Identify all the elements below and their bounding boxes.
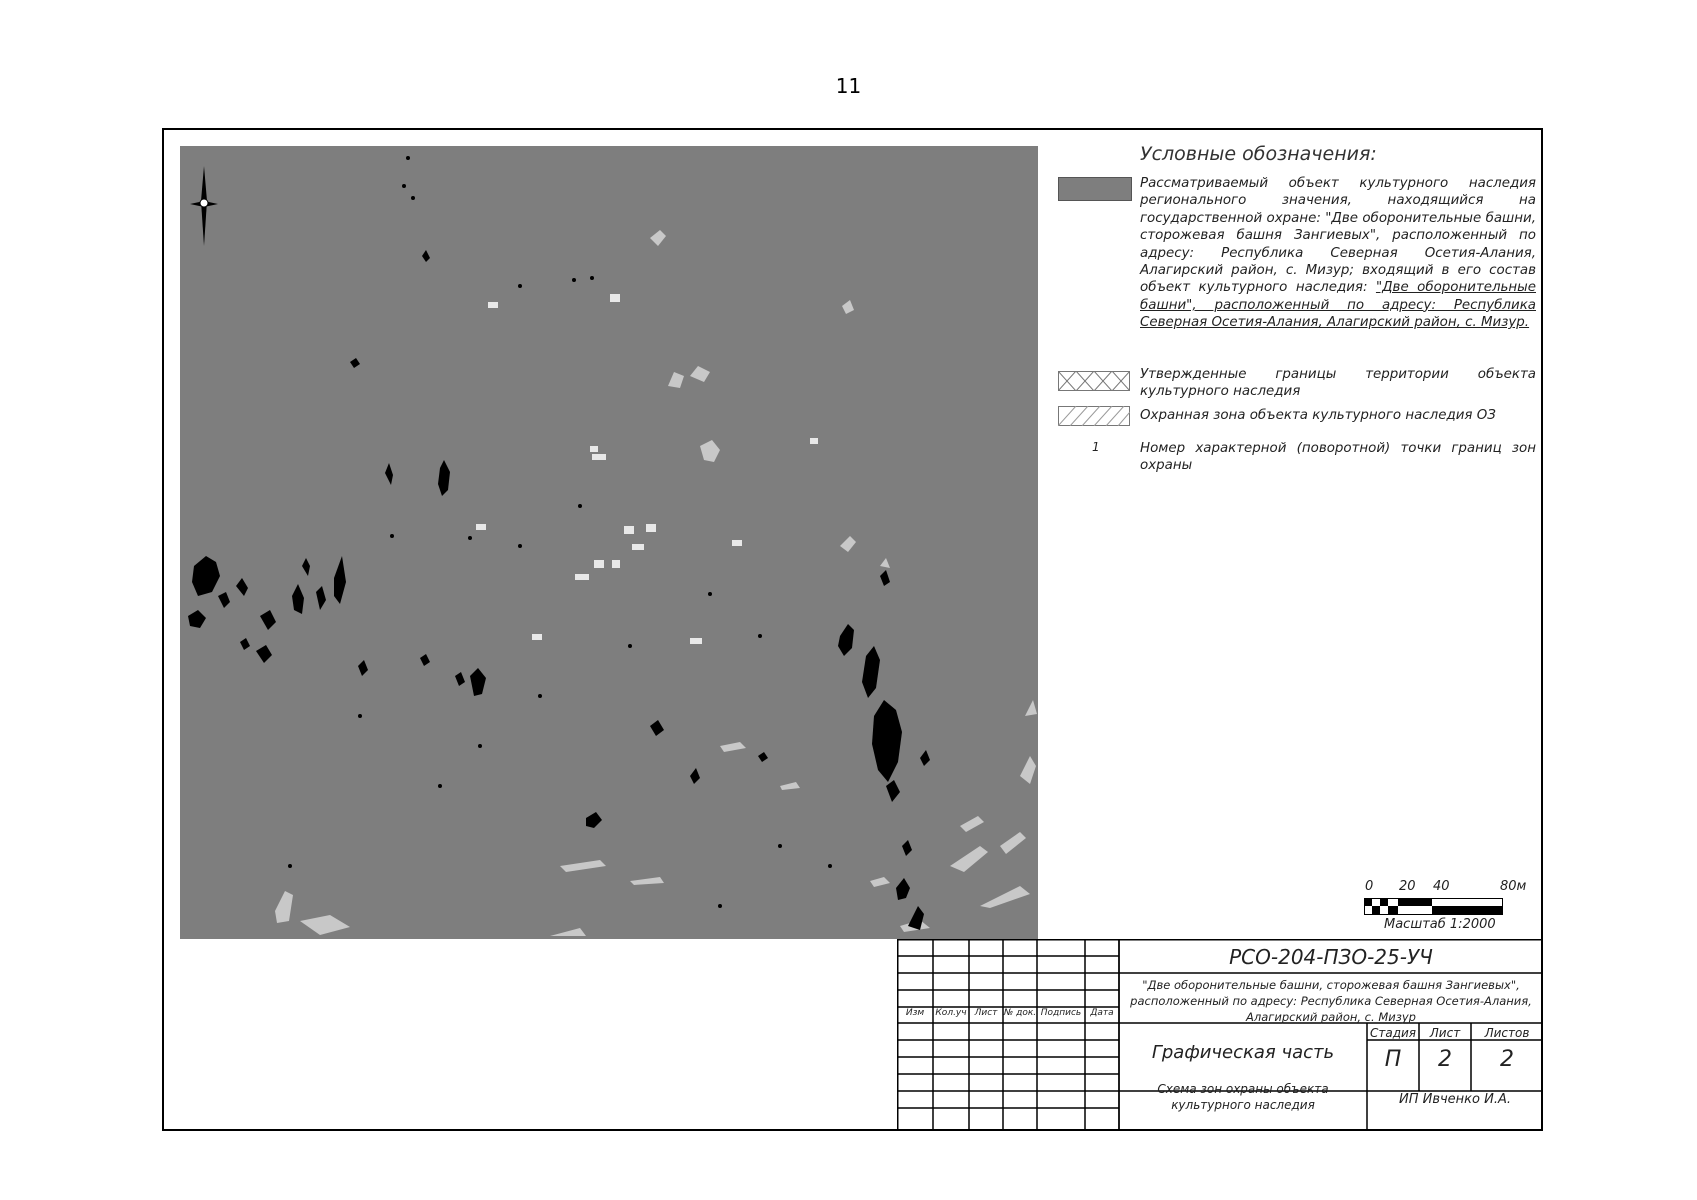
- light-terrain-patches: [275, 230, 1037, 936]
- legend-swatch-crosshatch: [1058, 371, 1130, 391]
- scale-tick-20: 20: [1399, 879, 1416, 894]
- map-area[interactable]: [180, 146, 1038, 939]
- tb-header-koluch: Кол.уч: [935, 1008, 967, 1018]
- legend-object-line-1: Рассматриваемый объект культурного наследия регионального значения, находящийся на государственной охране:: [1140, 176, 1536, 226]
- map-features: [180, 146, 1038, 939]
- dark-specks: [288, 156, 832, 908]
- tb-header-ndok: № док.: [1003, 1008, 1037, 1018]
- tb-author: ИП Ивченко И.А.: [1398, 1092, 1512, 1107]
- scale-tick-0: 0: [1365, 879, 1374, 894]
- tb-section: Графическая часть: [1151, 1042, 1335, 1063]
- scale-tick-80: 80м: [1500, 879, 1527, 894]
- legend-object-underlined: "Две оборонительные башни", расположенный по адресу: Республика Северная Осетия-Алания, Алагирский район, с. Мизур.: [1140, 280, 1536, 331]
- tb-header-list: Лист: [974, 1008, 998, 1018]
- page-number: 11: [835, 74, 862, 98]
- scale-caption: Масштаб 1:2000: [1384, 917, 1496, 932]
- legend-swatch-object: [1058, 177, 1132, 201]
- tb-object-name: "Две оборонительные башни, сторожевая башня Зангиевых", расположенный по адресу: Республика Северная Осетия-Алания, Алагирский район, с. Мизур: [1130, 978, 1532, 1024]
- legend-protection-zone: Охранная зона объекта культурного наследия ОЗ: [1140, 408, 1496, 423]
- tb-stage-label: Стадия: [1369, 1026, 1417, 1040]
- legend-title: Условные обозначения:: [1140, 143, 1377, 165]
- tb-header-izm: Изм: [905, 1008, 925, 1018]
- legend-point-symbol: 1: [1092, 440, 1100, 454]
- tb-sheet: 2: [1438, 1047, 1452, 1072]
- legend-approved-boundaries: Утвержденные границы территории объекта культурного наследия: [1140, 367, 1536, 400]
- legend-object-text: [1140, 175, 1536, 332]
- legend-point-number: Номер характерной (поворотной) точки границ зон охраны: [1140, 441, 1536, 474]
- legend-object-line-3: входящий в его состав объект культурного наследия:: [1140, 263, 1536, 296]
- north-arrow-icon: [190, 166, 218, 246]
- tb-header-podpis: Подпись: [1040, 1008, 1082, 1018]
- building-markers: [476, 294, 818, 644]
- tb-document-code: РСО-204-ПЗО-25-УЧ: [1229, 945, 1433, 969]
- dark-features: [188, 250, 930, 930]
- tb-sheet-label: Лист: [1429, 1026, 1461, 1040]
- legend-object-line-2: "Две оборонительные башни, сторожевая башня Зангиевых", расположенный по адресу: Республика Северная Осетия-Алания, Алагирский район, с. Мизур;: [1140, 210, 1537, 279]
- tb-sheets-label: Листов: [1484, 1026, 1530, 1040]
- tb-drawing-name: Схема зон охраны объекта культурного наследия: [1157, 1082, 1329, 1112]
- tb-sheets: 2: [1500, 1047, 1514, 1072]
- tb-header-data: Дата: [1090, 1008, 1114, 1018]
- scale-tick-40: 40: [1433, 879, 1450, 894]
- legend-swatch-hatch: [1058, 406, 1130, 426]
- tb-stage: П: [1384, 1047, 1402, 1072]
- scale-bar: [1364, 898, 1514, 918]
